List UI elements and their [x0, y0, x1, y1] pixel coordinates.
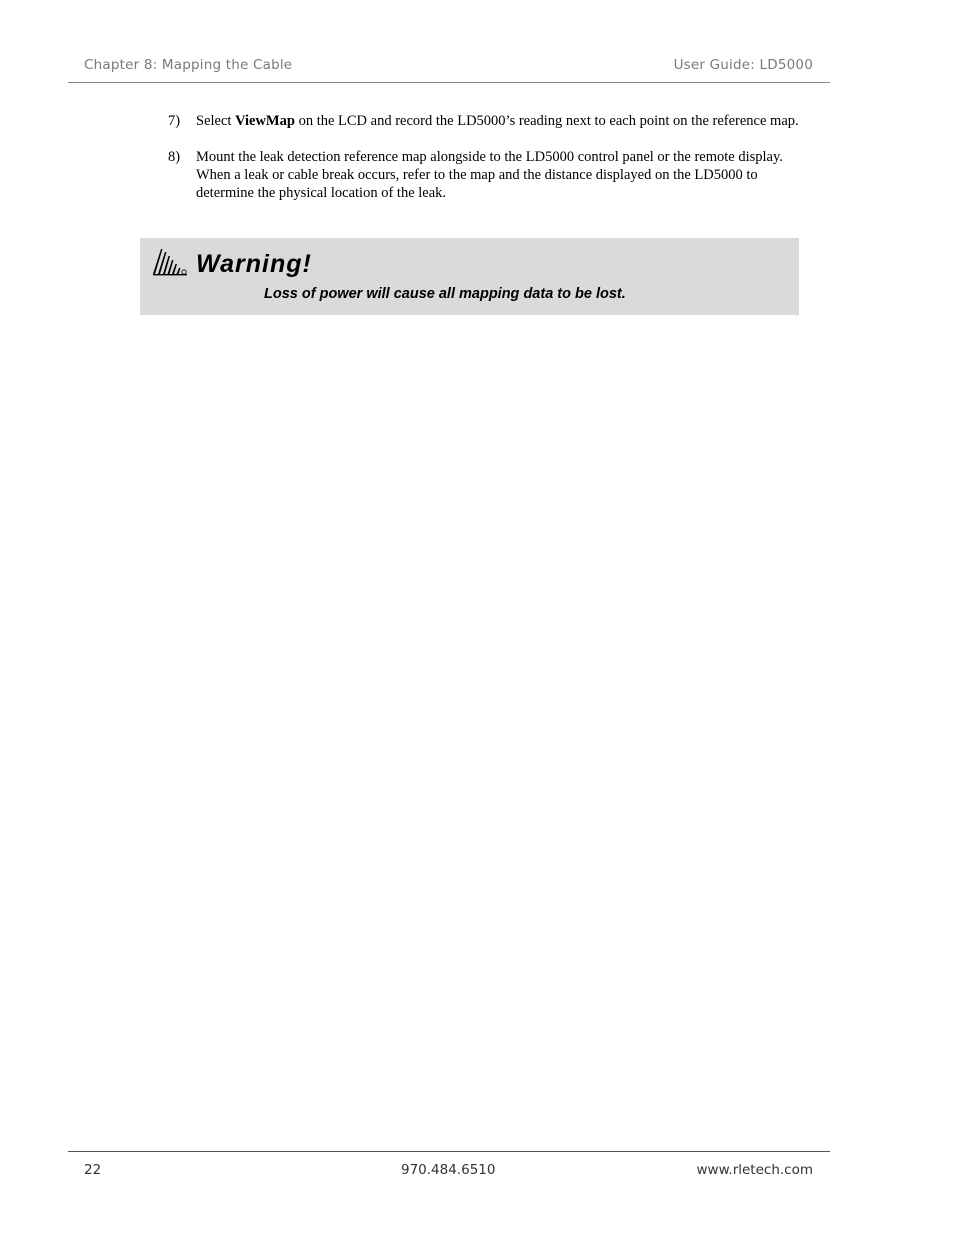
viewmap-keyword: ViewMap — [235, 113, 295, 129]
warning-message: Loss of power will cause all mapping data to be lost. — [264, 286, 626, 302]
guide-title: User Guide: LD5000 — [673, 57, 813, 73]
warning-callout — [140, 238, 799, 315]
step-text-post: on the LCD and record the LD5000’s reading next to each point on the reference map. — [294, 113, 799, 129]
page-number: 22 — [84, 1162, 102, 1178]
phone-number: 970.484.6510 — [401, 1162, 496, 1178]
step-7 — [168, 112, 818, 130]
step-number: 8) — [168, 149, 181, 165]
website-url: www.rletech.com — [696, 1162, 813, 1178]
step-text: Mount the leak detection reference map alongside to the LD5000 control panel or the remote display. When a leak or cable break occurs, refer to the map and the distance displayed on the LD5000 to determine the physical location of the leak. — [196, 149, 783, 201]
step-text — [196, 113, 799, 129]
step-number: 7) — [168, 113, 181, 129]
footer-divider — [68, 1151, 830, 1152]
header-divider — [68, 82, 830, 83]
instruction-steps — [168, 112, 818, 220]
step-text-pre: Select — [196, 113, 236, 129]
warning-icon — [152, 246, 188, 276]
warning-title: Warning! — [196, 250, 312, 278]
step-8 — [168, 148, 818, 202]
chapter-title: Chapter 8: Mapping the Cable — [84, 57, 293, 73]
